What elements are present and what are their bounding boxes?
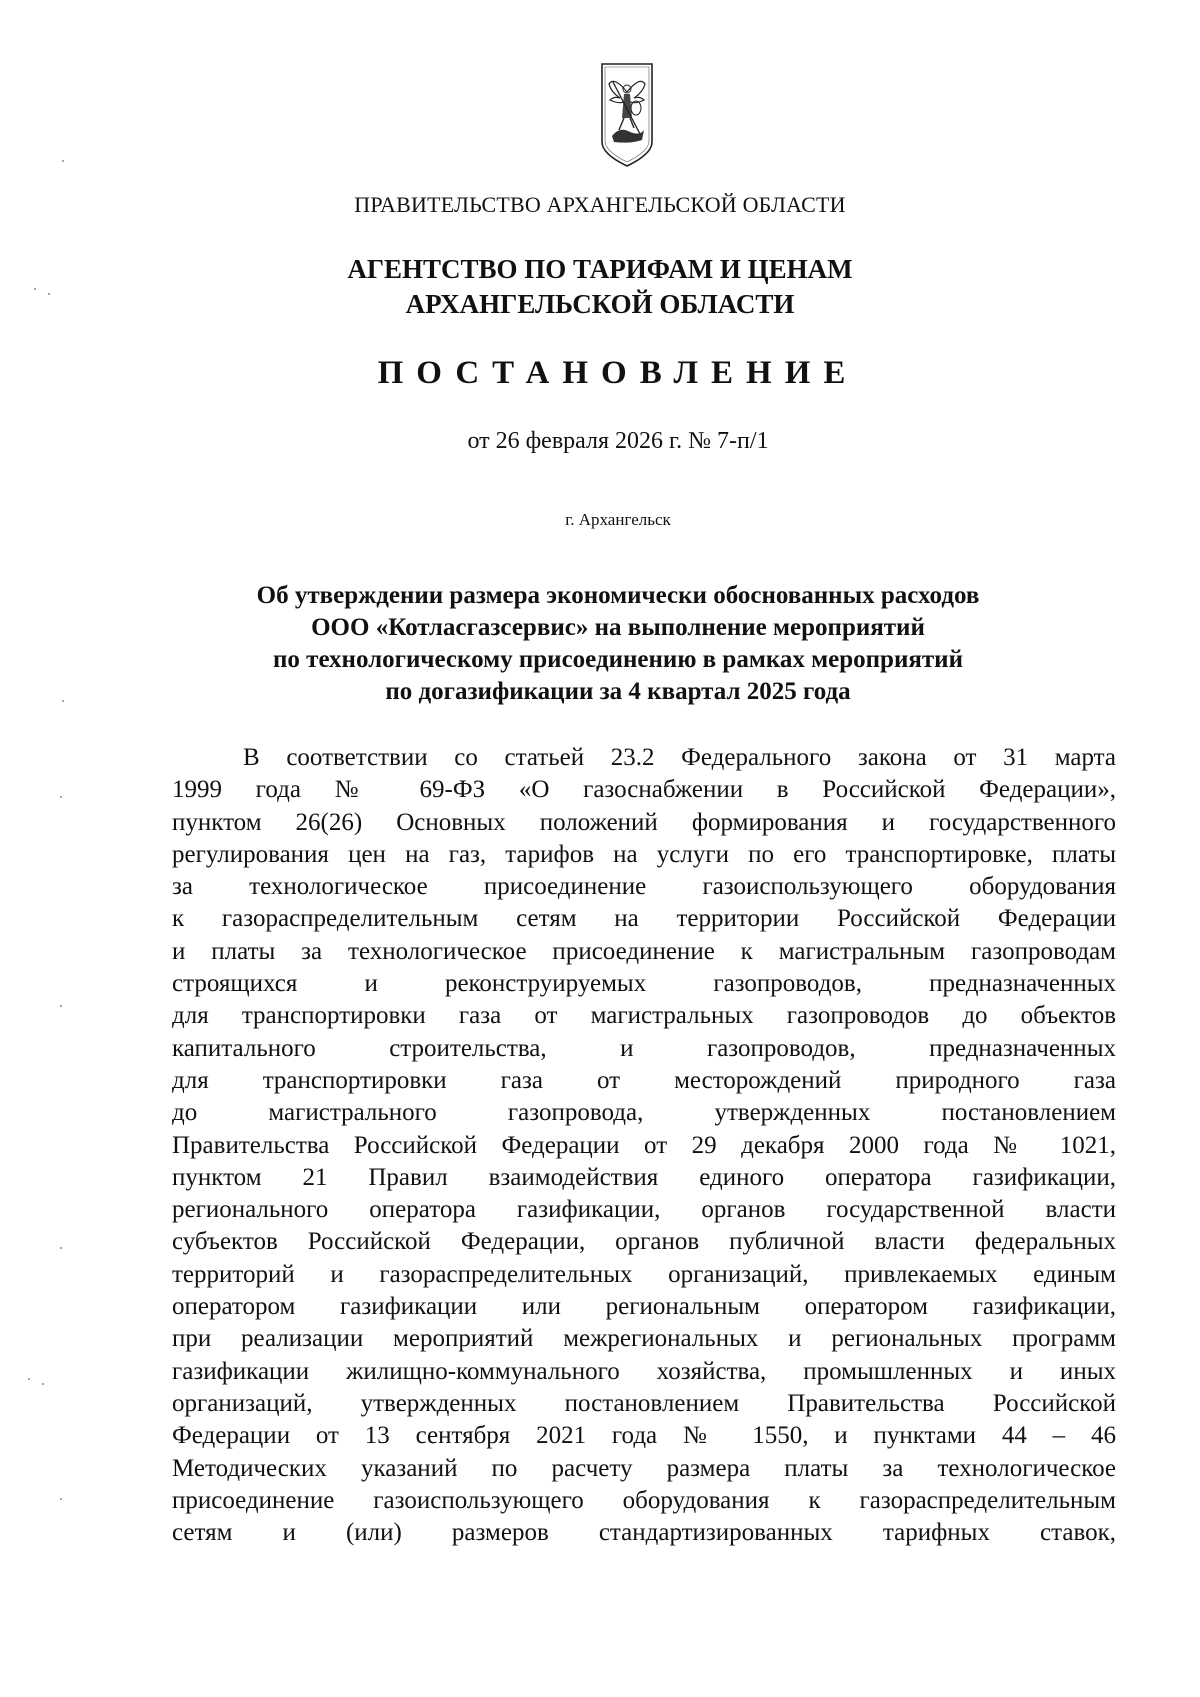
body-line: оператором газификации или региональным оператором газификации, [172, 1293, 1116, 1321]
body-line: регулирования цен на газ, тарифов на услуги по его транспортировке, платы [172, 840, 1116, 868]
scan-speck [60, 1247, 62, 1249]
body-line: регионального оператора газификации, органов государственной власти [172, 1196, 1116, 1224]
coat-of-arms-icon [600, 62, 654, 168]
body-line: субъектов Российской Федерации, органов публичной власти федеральных [172, 1228, 1116, 1256]
body-line: Методических указаний по расчету размера платы за технологическое [172, 1454, 1116, 1482]
document-city: г. Архангельск [565, 510, 671, 529]
scan-speck [48, 293, 50, 295]
scan-speck [62, 160, 64, 162]
government-name: ПРАВИТЕЛЬСТВО АРХАНГЕЛЬСКОЙ ОБЛАСТИ [354, 192, 846, 217]
title-line: Об утверждении размера экономически обоснованных расходов [256, 582, 980, 609]
body-line: Федерации от 13 сентября 2021 года № 1550, и пунктами 44 – 46 [172, 1422, 1116, 1450]
scan-speck [28, 1378, 30, 1380]
body-line: капитального строительства, и газопроводов, предназначенных [172, 1034, 1116, 1062]
body-line: для транспортировки газа от магистральных газопроводов до объектов [172, 1002, 1116, 1030]
title-line: ООО «Котласгазсервис» на выполнение мероприятий [311, 614, 925, 641]
body-line: до магистрального газопровода, утвержденных постановлением [172, 1099, 1116, 1127]
body-line: строящихся и реконструируемых газопроводов, предназначенных [172, 970, 1116, 998]
body-paragraph [172, 742, 1116, 1549]
document-type-heading: ПОСТАНОВЛЕНИЕ [377, 355, 859, 391]
body-line: сетям и (или) размеров стандартизированных тарифных ставок, [172, 1519, 1116, 1547]
scan-speck [62, 700, 64, 702]
body-line: для транспортировки газа от месторождений природного газа [172, 1066, 1116, 1094]
body-line: присоединение газоиспользующего оборудования к газораспределительным [172, 1486, 1116, 1514]
body-line: 1999 года № 69-ФЗ «О газоснабжении в Российской Федерации», [172, 776, 1116, 804]
body-line: пунктом 26(26) Основных положений формирования и государственного [172, 808, 1116, 836]
title-line: по догазификации за 4 квартал 2025 года [385, 678, 851, 705]
scan-speck [60, 1498, 62, 1500]
scan-speck [60, 1005, 62, 1007]
body-line: пунктом 21 Правил взаимодействия единого оператора газификации, [172, 1163, 1116, 1191]
body-line: и платы за технологическое присоединение к магистральным газопроводам [172, 937, 1116, 965]
document-date-number: от 26 февраля 2026 г. № 7-п/1 [467, 428, 769, 454]
title-line: по технологическому присоединению в рамках мероприятий [273, 646, 963, 673]
body-line: за технологическое присоединение газоиспользующего оборудования [172, 873, 1116, 901]
scan-speck [60, 796, 62, 798]
body-line: при реализации мероприятий межрегиональных и региональных программ [172, 1325, 1116, 1353]
agency-name-line: АРХАНГЕЛЬСКОЙ ОБЛАСТИ [405, 289, 795, 319]
body-line: газификации жилищно-коммунального хозяйства, промышленных и иных [172, 1357, 1116, 1385]
scan-speck [42, 1383, 44, 1385]
agency-name [0, 252, 1200, 322]
body-line: Правительства Российской Федерации от 29 декабря 2000 года № 1021, [172, 1131, 1116, 1159]
body-line: территорий и газораспределительных организаций, привлекаемых единым [172, 1260, 1116, 1288]
agency-name-line: АГЕНТСТВО ПО ТАРИФАМ И ЦЕНАМ [347, 254, 853, 284]
document-title [0, 580, 1200, 708]
body-line: к газораспределительным сетям на территории Российской Федерации [172, 905, 1116, 933]
body-line: организаций, утвержденных постановлением Правительства Российской [172, 1389, 1116, 1417]
body-line: В соответствии со статьей 23.2 Федерального закона от 31 марта [243, 744, 1116, 771]
scan-speck [34, 288, 36, 290]
